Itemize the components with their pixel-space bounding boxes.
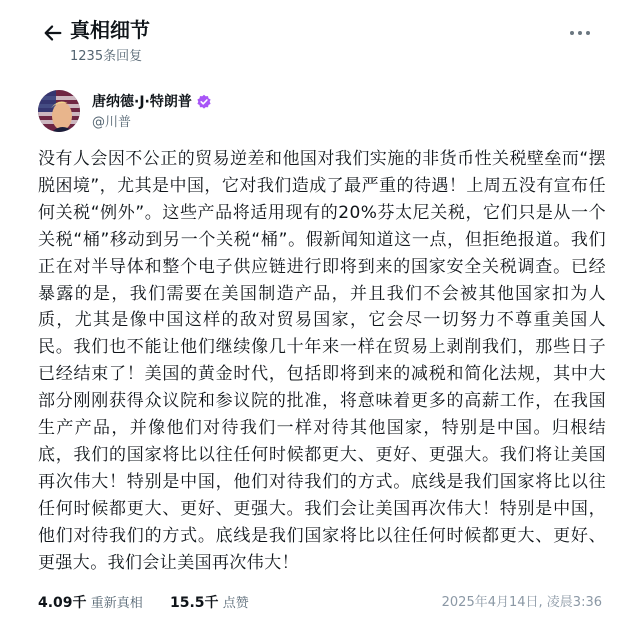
more-options-button[interactable] [562, 20, 598, 46]
likes-count: 15.5千 [170, 595, 219, 611]
reply-count: 1235条回复 [70, 49, 143, 64]
post-timestamp: 2025年4月14日, 凌晨3:36 [441, 595, 602, 610]
post-text: 没有人会因不公正的贸易逆差和他国对我们实施的非货币性关税壁垒而“摆脱困境”，尤其是中国，它对我们造成了最严重的待遇！上周五没有宣布任何关税“例外”。这些产品将适用现有的20%芬太尼关税，它们只是从一个关税“桶”移动到另一个关税“桶”。假新闻知道这一点，但拒绝报道。我们正在对半导体和整个电子供应链进行即将到来的国家安全关税调查。已经暴露的是，我们需要在美国制造产品，并且我们不会被其他国家扣为人质，尤其是像中国这样的敌对贸易国家，它会尽一切努力不尊重美国人民。我们也不能让他们继续像几十年来一样在贸易上剥削我们，那些日子已经结束了！美国的黄金时代，包括即将到来的减税和简化法规，其中大部分刚刚获得众议院和参议院的批准，将意味着更多的高薪工作，在我国生产产品，并像他们对待我们一样对待其他国家，特别是中国。归根结底，我们的国家将比以往任何时候都更大、更好、更强大。我们将让美国再次伟大！特别是中国，他们对待我们的方式。底线是我们国家将比以往任何时候都更大、更好、更强大。我们会让美国再次伟大！特别是中国，他们对待我们的方式。底线是我们国家将比以往任何时候都更大、更好、更强大。我们会让美国再次伟大！ [38, 149, 606, 573]
post-footer [38, 592, 602, 614]
verified-badge-icon [196, 94, 212, 110]
back-button[interactable] [38, 18, 68, 48]
retruths-count: 4.09千 [38, 595, 87, 611]
likes-stat[interactable] [170, 592, 249, 615]
likes-label: 点赞 [222, 596, 249, 611]
ellipsis-icon [570, 31, 574, 35]
author-name[interactable] [92, 92, 212, 112]
page-header [0, 0, 640, 80]
arrow-left-icon [42, 22, 64, 44]
author-handle[interactable]: @川普 [92, 115, 132, 130]
avatar[interactable] [38, 90, 80, 132]
page-title: 真相细节 [70, 18, 150, 42]
retruths-stat[interactable] [38, 592, 143, 615]
retruths-label: 重新真相 [90, 596, 143, 611]
author-name-text: 唐纳德·J·特朗普 [92, 94, 192, 110]
author-block [38, 90, 598, 136]
